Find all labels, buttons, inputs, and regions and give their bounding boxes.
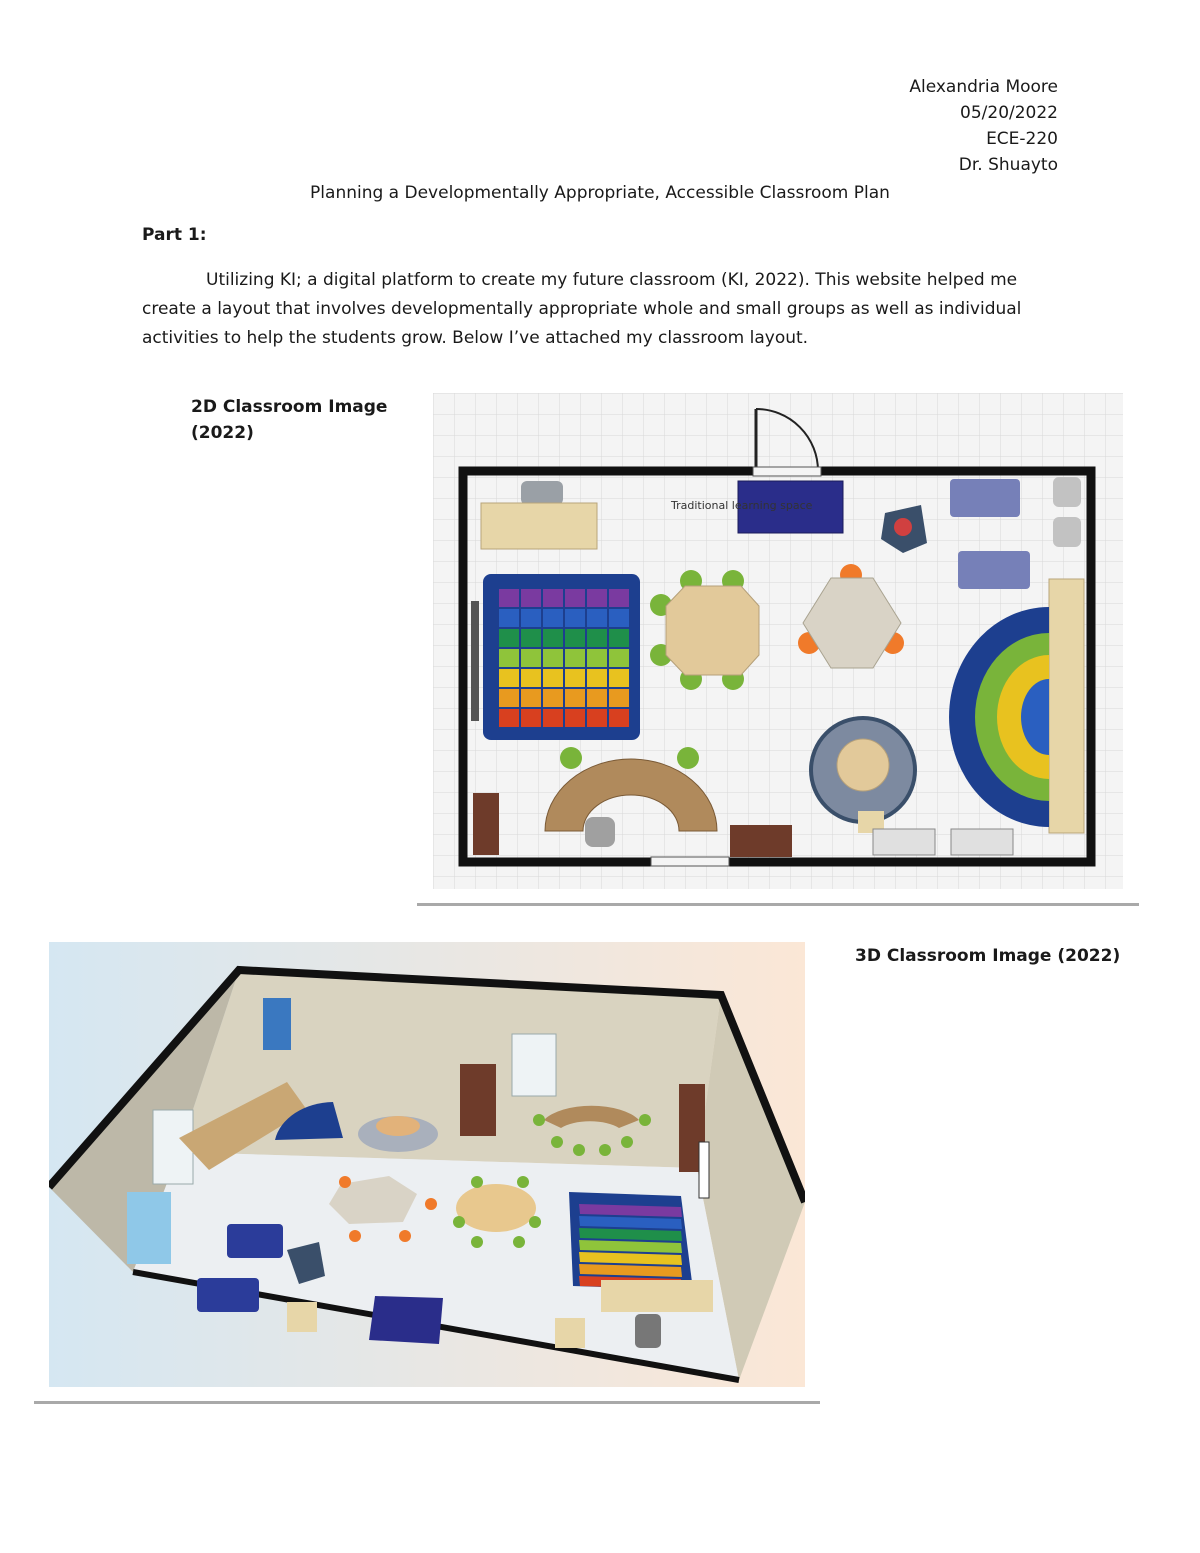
floor-plan-2d-image [433, 393, 1123, 889]
part-heading: Part 1: [142, 225, 207, 245]
round-table-3d [376, 1116, 420, 1136]
bench-1 [873, 829, 935, 855]
divider-line-bottom [34, 1401, 820, 1404]
teacher-chair [521, 481, 563, 505]
rug-cell [587, 689, 607, 707]
whiteboard-3d [699, 1142, 709, 1198]
stool-3d-1 [287, 1302, 317, 1332]
rug-cell [543, 589, 563, 607]
document-header [909, 74, 1058, 178]
teacher-chair-3d [635, 1314, 661, 1348]
rug-cell [543, 689, 563, 707]
teacher-desk-3d [601, 1280, 713, 1312]
cozy-chair-seat [894, 518, 912, 536]
rug-cell [521, 709, 541, 727]
caption-3d: 3D Classroom Image (2022) [855, 946, 1121, 966]
rug-cell [587, 669, 607, 687]
rug-cell [521, 589, 541, 607]
rug-cell [521, 629, 541, 647]
rug-cell [565, 609, 585, 627]
window-back [512, 1034, 556, 1096]
rug-cell [609, 629, 629, 647]
document-date: 05/20/2022 [960, 103, 1058, 123]
window-bottom [651, 857, 729, 866]
stool-1 [1053, 477, 1081, 507]
rug-cell [499, 629, 519, 647]
rug-cell [587, 589, 607, 607]
rug-cell [565, 669, 585, 687]
divider-line-top [417, 903, 1139, 906]
bookshelf-back [460, 1064, 496, 1136]
octagon-table [666, 586, 759, 675]
rug-cell [521, 669, 541, 687]
cabinet-bottom [730, 825, 792, 857]
round-table [837, 739, 889, 791]
rug-cell [565, 629, 585, 647]
rug-cell [543, 609, 563, 627]
window-left [153, 1110, 193, 1184]
shelf-right [1049, 579, 1084, 833]
floorplan-label: Traditional learning space [671, 499, 813, 512]
bench-2 [951, 829, 1013, 855]
paragraph-text: Utilizing KI; a digital platform to create my future classroom (KI, 2022). This website helped me create a layout that involves developmentally appropriate whole and small groups as well as individual activities to help the students grow. Below I’ve attached my classroom layout. [142, 270, 1022, 348]
rug-cell [609, 589, 629, 607]
rug-cell [499, 709, 519, 727]
sofa-3d-1 [227, 1224, 283, 1258]
sofa-top [950, 479, 1020, 517]
front-rug-3d [369, 1296, 443, 1344]
rug-cell [609, 609, 629, 627]
rug-cell [609, 649, 629, 667]
rug-cell [565, 589, 585, 607]
rug-cell [587, 609, 607, 627]
instructor-name: Dr. Shuayto [958, 155, 1058, 175]
rug-cell [609, 709, 629, 727]
author-name: Alexandria Moore [909, 77, 1058, 97]
octagon-table-3d [456, 1184, 536, 1232]
rug-cell [499, 669, 519, 687]
document-title: Planning a Developmentally Appropriate, Accessible Classroom Plan [310, 183, 890, 203]
rug-cell [521, 609, 541, 627]
door-opening [753, 467, 821, 476]
rug-cell [587, 709, 607, 727]
rug-cell [521, 649, 541, 667]
rug-cell [499, 589, 519, 607]
rug-cell [499, 649, 519, 667]
course-code: ECE-220 [986, 129, 1058, 149]
rug-cell [609, 689, 629, 707]
rug-cell [587, 629, 607, 647]
caption-2d: 2D Classroom Image (2022) [191, 397, 388, 443]
rug-cell [499, 689, 519, 707]
rug-cell [565, 689, 585, 707]
stool-2 [1053, 517, 1081, 547]
semicircle-chair [585, 817, 615, 847]
sofa-middle [958, 551, 1030, 589]
rug-cell [543, 629, 563, 647]
rug-cell [587, 649, 607, 667]
rug-cell [499, 609, 519, 627]
rug-cell [565, 649, 585, 667]
cubby-shelf [127, 1192, 171, 1264]
rug-cell [543, 709, 563, 727]
rug-cell [543, 649, 563, 667]
sofa-3d-2 [197, 1278, 259, 1312]
rug-cell [521, 689, 541, 707]
rug-cell [543, 669, 563, 687]
rug-cell [609, 669, 629, 687]
floor-plan-3d-image [49, 942, 805, 1387]
stool-3d-2 [555, 1318, 585, 1348]
poster [263, 998, 291, 1050]
whiteboard-left [471, 601, 479, 721]
body-paragraph [142, 266, 1062, 353]
cabinet-left [473, 793, 499, 855]
rug-cell [565, 709, 585, 727]
teacher-desk [481, 503, 597, 549]
